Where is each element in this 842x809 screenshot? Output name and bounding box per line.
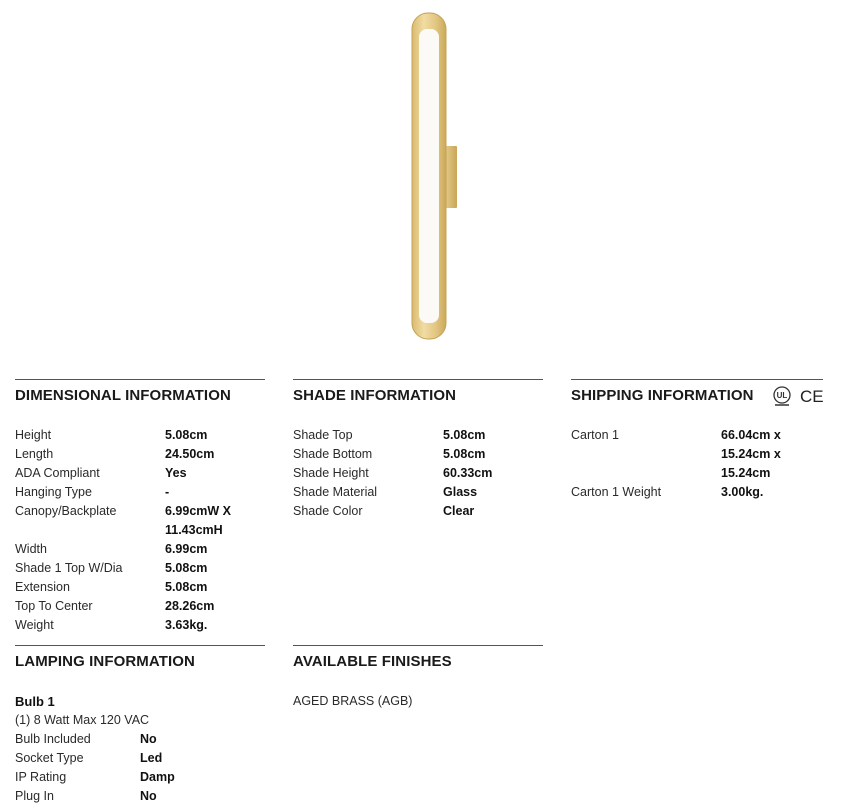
spec-value: 28.26cm [165,599,215,613]
spec-label: Width [15,542,47,556]
spec-row [15,787,265,806]
spec-label: ADA Compliant [15,466,100,480]
section-title: AVAILABLE FINISHES [293,653,452,670]
spec-row [293,445,543,464]
dimensional-rows [15,426,265,635]
spec-value: - [165,485,170,499]
spec-row [571,426,823,483]
spec-label: Shade Height [293,466,369,480]
spec-row [15,616,265,635]
glass-diffuser [419,29,439,323]
spec-label: Height [15,428,52,442]
available-finishes-section [293,645,543,711]
spec-label: Length [15,447,54,461]
finish-item: AGED BRASS (AGB) [293,694,413,708]
spec-row [15,730,265,749]
spec-value: 5.08cm [165,580,208,594]
spec-value: 66.04cm x 15.24cm x 15.24cm [721,428,781,480]
spec-value: 60.33cm [443,466,493,480]
spec-row [293,464,543,483]
shade-rows [293,426,543,521]
spec-row [15,464,265,483]
ul-listed-icon [774,387,790,406]
spec-label: Canopy/Backplate [15,504,117,518]
spec-row [293,502,543,521]
spec-label: Shade Color [293,504,363,518]
section-title: SHADE INFORMATION [293,387,457,404]
spec-value: No [140,732,157,746]
spec-row [15,559,265,578]
product-image [0,0,842,360]
shade-information-section [293,379,543,521]
spec-label: Carton 1 [571,428,619,442]
spec-label: Shade Material [293,485,378,499]
spec-value: 24.50cm [165,447,215,461]
spec-value: 5.08cm [165,428,208,442]
certification-icons [771,385,827,407]
spec-label: Weight [15,618,54,632]
ce-mark-icon [800,387,824,406]
spec-label: Extension [15,580,70,594]
lamping-rows [15,730,265,806]
section-title: DIMENSIONAL INFORMATION [15,387,231,404]
spec-row [15,768,265,787]
spec-value: Led [140,751,163,765]
spec-value: 3.63kg. [165,618,208,632]
ce-mark-text: CE [800,387,824,406]
section-title: SHIPPING INFORMATION [571,387,754,404]
lamping-information-section [15,645,265,806]
bulb-description: (1) 8 Watt Max 120 VAC [15,713,150,727]
spec-label: Hanging Type [15,485,92,499]
spec-row [15,426,265,445]
spec-row [15,445,265,464]
spec-row [15,749,265,768]
spec-label: Shade Top [293,428,353,442]
wall-sconce-fixture [412,13,457,339]
spec-row [15,597,265,616]
spec-value: 3.00kg. [721,485,764,499]
spec-value: No [140,789,157,803]
bulb-title: Bulb 1 [15,694,55,709]
ul-mark-text: UL [776,391,788,400]
spec-value: Damp [140,770,175,784]
spec-value: Clear [443,504,475,518]
spec-row [293,483,543,502]
spec-value: 5.08cm [165,561,208,575]
shipping-rows [571,426,823,502]
spec-label: Plug In [15,789,54,803]
spec-row [571,483,823,502]
spec-row [293,426,543,445]
spec-row [15,578,265,597]
spec-value: 6.99cmW X 11.43cmH [165,504,232,537]
spec-label: Shade Bottom [293,447,373,461]
spec-label: Socket Type [15,751,84,765]
spec-label: Top To Center [15,599,93,613]
spec-label: Bulb Included [15,732,91,746]
section-title: LAMPING INFORMATION [15,653,195,670]
certification-marks [771,385,827,412]
spec-value: 5.08cm [443,447,486,461]
spec-row [15,540,265,559]
spec-label: Shade 1 Top W/Dia [15,561,123,575]
spec-value: Glass [443,485,478,499]
spec-row [15,502,265,540]
spec-label: Carton 1 Weight [571,485,662,499]
spec-label: IP Rating [15,770,67,784]
spec-row [15,483,265,502]
spec-value: 5.08cm [443,428,486,442]
spec-value: Yes [165,466,187,480]
spec-value: 6.99cm [165,542,208,556]
dimensional-information-section [15,379,265,635]
